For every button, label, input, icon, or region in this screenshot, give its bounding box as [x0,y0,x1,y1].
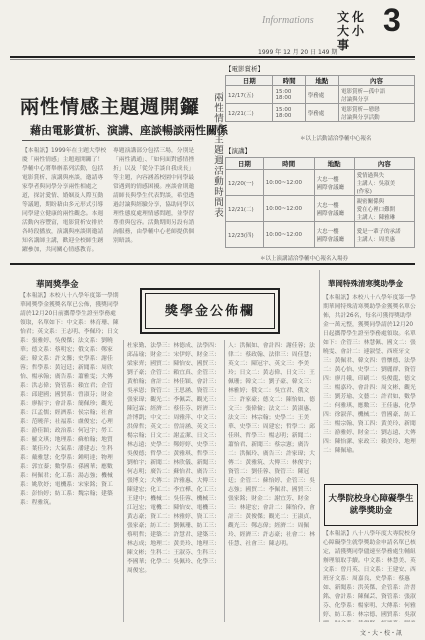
column-divider [319,270,320,622]
vertical-title: 兩性情感主題週活動時間表 [212,92,223,218]
header-rule [10,56,415,58]
cell: 親密關係與 愛在心裡口難開 主講人：陳雅琳 [354,196,414,222]
col-place: 地點 [314,158,354,170]
column-divider [224,340,225,622]
mid-column-text: 杜家勤、法學三：林德成、法學四：邱品瑜；財金二：宋伊婷、財金三：梁家齊；國貿二：陳怡安、國貿三：劉子豪；企管二：賴宜真、企管三：黃柏翰；會計二：林佳穎、會計三：吳承恩；資管二：王思涵、資管三：張家瑋；觀光二：李佩芸、觀光三：陳冠霖；經濟二：蔡佳芬、經濟三：許博凱；中文二：周雅萍、中文三：洪偉哲；英文二：曾詩涵、英文三：楊宗翰；日文二：謝孟潔、日文三：林志遠；史學二：鄭婷婷、史學三：吳俊德；哲學二：黃雅琪、哲學三：劉柏宇；新聞二：林欣儀、新聞三：何志明；廣告二：蘇怡君、廣告三：張博文；大傳二：許雅惠、大傳三：陳建宏；化工二：李宜樺、化工三：王建中；機械二：吳佳蓉、機械三：江冠宏；電機二：陳怡安、電機三：黃志豪；資工二：林雅婷、資工三：張家豪；紡工二：劉佩珊、紡工三：蔡明哲；建築二：許慧君、建築三：林志成；地理二：黃美玲、地理三：陳文彬；生科二：王淑芬、生科三：李國華；化學二：吳佩玲、化學三：周俊宏。 [127,343,220,574]
cell: 10:00~12:00 [263,170,314,196]
disability-scholarship-box: 大學院校身心障礙學生就學獎助金 [324,484,418,526]
cell: 學務處 [305,86,338,104]
far-right-section-head: 華岡特殊清寒獎助學金 [328,279,403,288]
col-time: 時間 [263,158,314,170]
feature-subhead: 藉由電影賞析、演講、座談暢談兩性關係 [30,124,228,137]
movie-table-note: ＊以上活動請洽學輔中心報名 [300,136,372,142]
table-row [226,196,415,222]
page-number: 3 [383,2,401,38]
column-divider [123,340,124,622]
subhead-rule [22,140,192,141]
cell: 大忠一樓 國際會議廳 [314,170,354,196]
table-header-row [226,76,415,86]
feature-column-1: 【本報訊】1999年在主題大學校慶「兩性情感」主題週開鑼了！學輔中心將舉辦系列活動，包括電影賞析、演講與座談，邀請專家學者與同學分享兩性相處之道，探討愛情、婚姻及人際互動等議題，期盼藉由多元形式引導同學建立健康的兩性觀念。本週活動內容豐富，電影賞析安排於各時段播放，演講與座談則邀請知名講師主講，歡迎全校師生踴躍參加，共同關心情感教育。 [22,148,107,253]
cell: 學務處 [305,104,338,122]
lecture-table [225,157,415,248]
lecture-table-label: 【演講】 [225,147,251,155]
table-row [226,222,415,248]
movie-table-label: 【電影賞析】 [225,65,264,73]
cell: 電影賞析—戀戀 討論與分享活動 [339,104,415,122]
header-section-title: 文化 大小事 [337,10,368,52]
cell: 12/23(四) [226,222,264,248]
cell: 大忠一樓 國際會議廳 [314,222,354,248]
far-right-column-text: 【本報訊】本校八十八學年度第一學期華岡特殊清寒獎助學金獲獎名單公佈，共計26名，每名可獲得獎助學金一萬元整，獲獎同學請於12月20日起攜帶學生證至學務處領取。名單如下：企管三：林慧佩、國文二：張曉雯、會計二：連淑瑩、西班牙文三：黃佩君、韓文四：曾懷德、法學二：黃心怡、史學二：劉麗群、資管四：廖月娥、印刷二：吳俊龍、德文三：楊嘉玲、會計四：周文彬、觀光三：劉芳瑜、文藝二：許君如、數學二：何雅琪、應數三：王佳惠、化學四：徐淑萍、機械二：曾國豪、紡工三：楊宗翰、資工四：黃美玲、新聞三：游雅婷、財金二：劉志遠、大傳四：陳怡潔、家政三：賴美玲、地理二：陳佩瑜。 [323,295,416,454]
table-row [226,104,415,122]
disability-scholarship-text: 【本報訊】八十八學年度大專院校身心障礙學生就學獎助金申請名單已核定，請獲獎同學儘速至學務處生輔組辦理領取手續。中文系：林慧美、英文系：曾月英、日文系：王建安、西班牙文系：周嘉良、史學系：蔡惠如、新聞系：洪英傑、企管系：許書銘、會計系：陳佩芸、資管系：張淑芬、化學系：楊家明、大傳系：何雅婷、紡工系：林宗德、國貿系：吳淑 [323,531,416,618]
cell: 12/21(二) [226,104,273,122]
feature-column-2: 專題演講部分包括三場，分別是「兩性溝通」、「如何面對感情挫折」以及「從分手談自我成長」等主題，內容涵蓋校園中同學最常遇到的情感困擾。座談會則邀請師長與學生代表對談，希望透過討論與經驗分享，協助同學以理性態度處理情感問題，並學習尊重與包容。活動期間另設有諮詢服務，由學輔中心老師提供個別晤談。 [113,148,195,244]
cell: 電影賞析—孤中語 討論與分享 [339,86,415,104]
cell: 10:00~12:00 [263,196,314,222]
left-column-text: 【本報訊】本校八十八學年度第一學期華岡獎學金獲獎名單已公佈，獲獎同學請於12月20日前攜帶學生證至學務處領取，名單如下：中文系：林育珊、陳怡君；英文系：王志明、李佩玲；日文系：張雅婷、吳俊傑；法文系：劉曉華；德文系：蔡明宏；俄文系：鄭家豪；韓文系：許文馨；史學系：謝佳蓉；哲學系：黃冠廷；新聞系：周欣怡、楊承翰；廣告系：蕭雅雯；大傳系：洪志偉；資管系：賴宜君；企管系：邱建國；國貿系：曾淑芬；財金系：廖振宇；會計系：簡佩珍；觀光系：江孟儒；經濟系：侯宗翰；社會系：范曉萍；社福系：盧俊宏；心理系：游佳穎；政治系：何冠宇；勞工系：羅文琪；地理系：蘇柏翰；地質系：葉佳玲；大氣系：潘建志；生科系：戴雅慧；化學系：鍾明達；物理系：郭宜蓁；數學系：孫國華；應數系：柯佩君；化工系：湯志強；機械系：姚欣妤；電機系：宋家銘；資工系：彭怡婷；紡工系：魏宗翰；建築系：程雅筑。 [20,293,119,506]
cell: 大忠一樓 國際會議廳 [314,196,354,222]
scholarship-banner: 獎學金公佈欄 [145,293,275,329]
cell: 愛情過與失 主講人：吳淑美 (作家) [354,170,414,196]
col-date: 日期 [226,158,264,170]
footer-label: 文・大・校・訊 [360,630,403,637]
cell: 15:00 18:00 [273,86,305,104]
right-column-text: 人：洪佩如、會計四：謝佳蓉；法律二：蔡政翰、法律三：周佳慧；英文二：陳冠宇、英文三：李美玲；日文二：黃志偉、日文三：王佩珊；韓文二：劉子豪、韓文三：林雅婷；俄文二：吳宜君、俄文三：許家豪；德文二：陳怡如、德文三：張偉倫；法文二：黃淑惠、法文三：林宗翰；史學二：王美華、史學三：周建宏；哲學二：邱佳琪、哲學三：楊志明；新聞二：蕭怡君、新聞三：蔡宗憲；廣告二：洪佩玲、廣告三：許家瑋；大傳二：黃雅筑、大傳三：林俊宇；資管二：劉佳蓉、資管三：陳冠廷；企管二：蘇怡婷、企管三：吳志強；國貿二：李佩君、國貿三：張家銘；財金二：謝宜芳、財金三：林建宏；會計二：陳怡伶、會計三：黃俊傑；觀光二：王淑貞、觀光三：鄭志偉；經濟二：周佩玲、經濟三：許志豪；社會二：林佳慧、社會三：陳志明。 [228,343,315,547]
header-rule-thin [10,59,415,60]
header-informations: Informations [262,15,314,26]
issue-date: 1999 年 12 月 20 日 149 期 [258,49,338,56]
col-content: 內容 [339,76,415,86]
col-place: 地點 [305,76,338,86]
table-row [226,86,415,104]
cell: 愛是一輩子的承諾 主講人：周美惠 [354,222,414,248]
cell: 10:00~12:00 [263,222,314,248]
section-divider [10,263,415,265]
cell: 12/20(一) [226,170,264,196]
col-content: 內容 [354,158,414,170]
left-section-head: 華岡獎學金 [36,280,79,290]
movie-table [225,75,415,122]
cell: 15:00 18:00 [273,104,305,122]
feature-headline: 兩性情感主題週開鑼 [20,96,201,118]
cell: 12/21(二) [226,196,264,222]
col-time: 時間 [273,76,305,86]
col-date: 日期 [226,76,273,86]
table-header-row [226,158,415,170]
cell: 12/17(五) [226,86,273,104]
lecture-table-note: ＊以上演講請洽學輔中心報名入場券 [260,256,349,262]
table-row [226,170,415,196]
